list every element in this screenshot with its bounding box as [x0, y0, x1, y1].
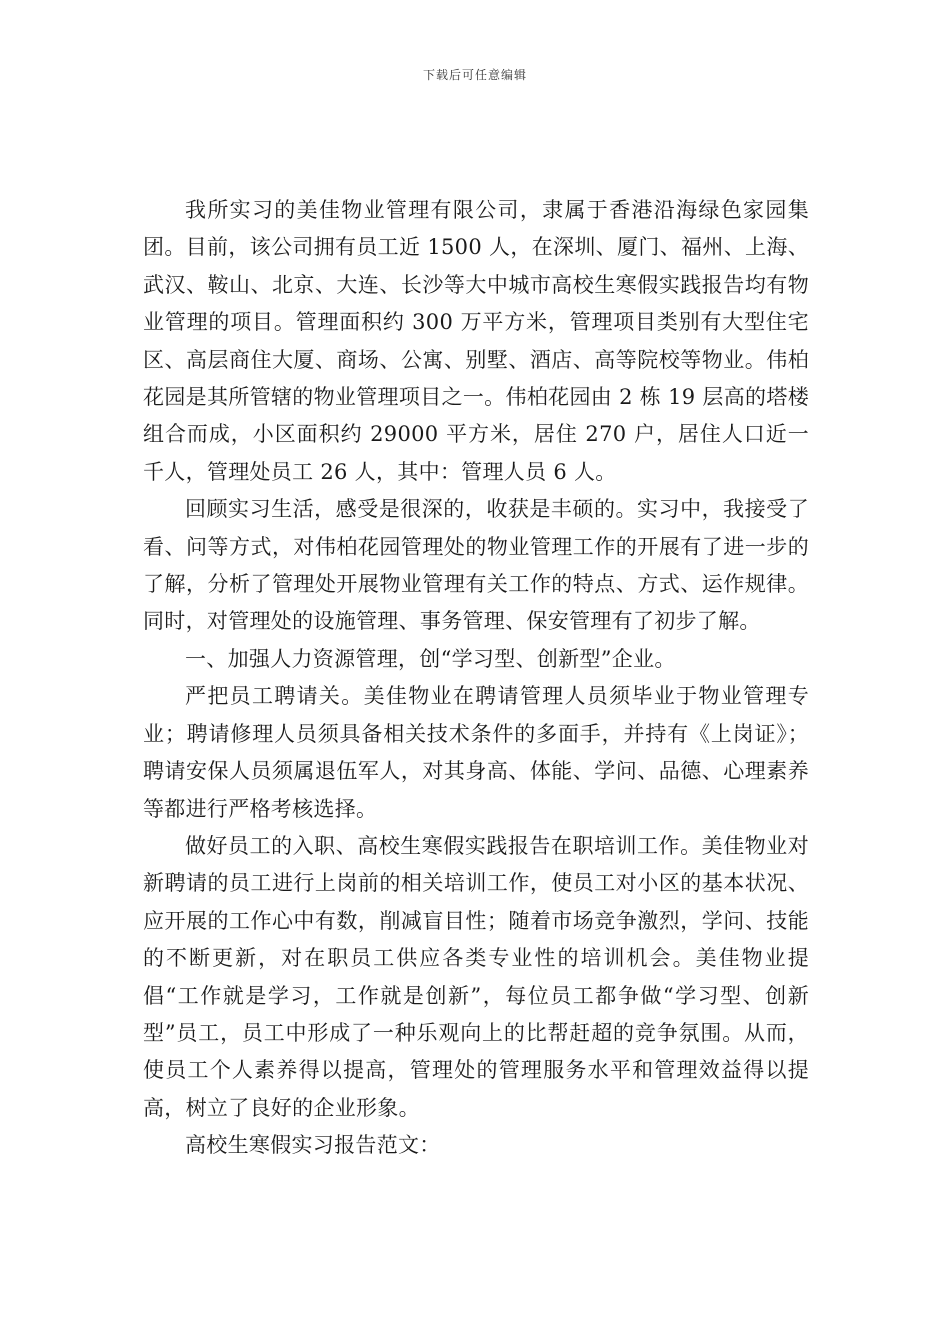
paragraph-hiring: 严把员工聘请关。美佳物业在聘请管理人员须毕业于物业管理专业；聘请修理人员须具备相关技术条件的多面手，并持有《上岗证》；聘请安保人员须属退伍军人，对其身高、体能、学问、品德、心理素养等都进行严格考核选择。 — [143, 684, 809, 821]
document-body — [143, 192, 809, 1165]
paragraph-report-sample-title: 高校生寒假实习报告范文： — [185, 1133, 441, 1158]
paragraph-internship-review: 回顾实习生活，感受是很深的，收获是丰硕的。实习中，我接受了看、问等方式，对伟柏花园管理处的物业管理工作的开展有了进一步的了解，分析了管理处开展物业管理有关工作的特点、方式、运作规律。同时，对管理处的设施管理、事务管理、保安管理有了初步了解。 — [143, 497, 809, 634]
paragraph-training: 做好员工的入职、高校生寒假实践报告在职培训工作。美佳物业对新聘请的员工进行上岗前的相关培训工作，使员工对小区的基本状况、应开展的工作心中有数，削减盲目性；随着市场竞争激烈，学问、技能的不断更新，对在职员工供应各类专业性的培训机会。美佳物业提倡“工作就是学习，工作就是创新”，每位员工都争做“学习型、创新型”员工，员工中形成了一种乐观向上的比帮赶超的竞争氛围。从而，使员工个人素养得以提高，管理处的管理服务水平和管理效益得以提高，树立了良好的企业形象。 — [143, 833, 809, 1120]
page-header: 下载后可任意编辑 — [422, 68, 527, 82]
section-heading-hr-management: 一、加强人力资源管理，创“学习型、创新型”企业。 — [185, 646, 676, 671]
paragraph-company-intro: 我所实习的美佳物业管理有限公司，隶属于香港沿海绿色家园集团。目前，该公司拥有员工近 1500 人，在深圳、厦门、福州、上海、武汉、鞍山、北京、大连、长沙等大中城市高校生寒假实践报告均有物业管理的项目。管理面积约 300 万平方米，管理项目类别有大型住宅区、高层商住大厦、商场、公寓、别墅、酒店、高等院校等物业。伟柏花园是其所管辖的物业管理项目之一。伟柏花园由 2 栋 19 层高的塔楼组合而成，小区面积约 29000 平方米，居住 270 户，居住人口近一千人，管理处员工 26 人，其中：管理人员 6 人。 — [143, 198, 809, 484]
